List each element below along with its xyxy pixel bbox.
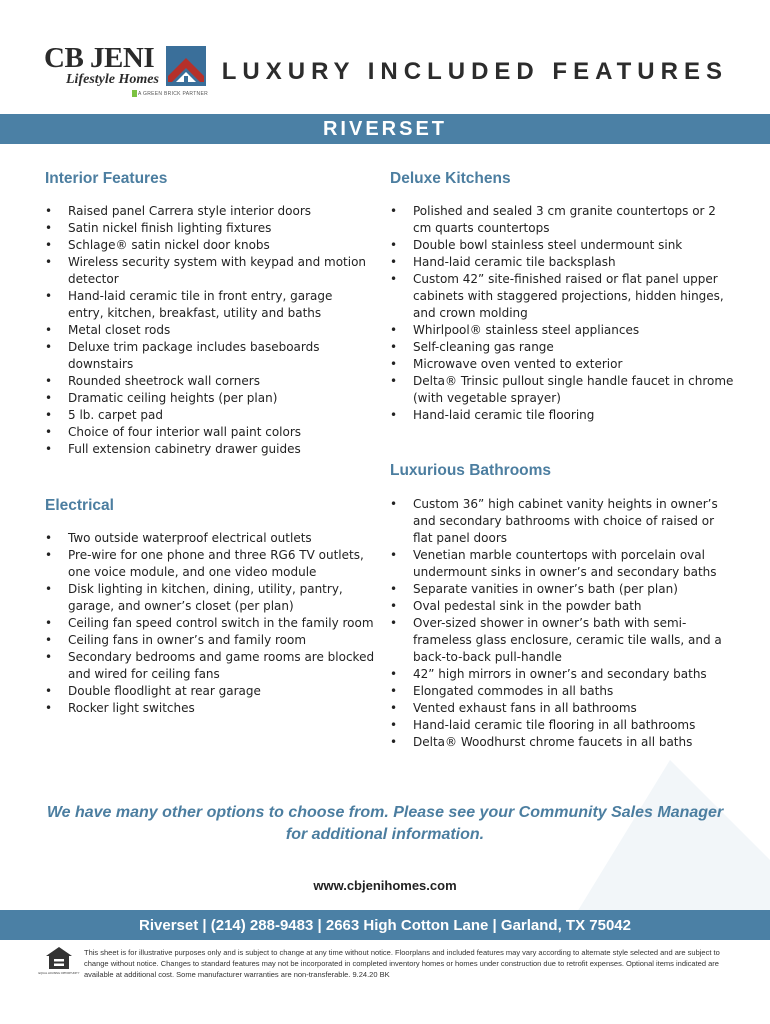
list-item: • Wireless security system with keypad and motion detector xyxy=(45,254,367,288)
options-tagline xyxy=(40,802,730,846)
list-item: • Choice of four interior wall paint colors xyxy=(45,424,367,441)
list-item: • Disk lighting in kitchen, dining, utility, pantry, garage, and owner’s closet (per plan) xyxy=(45,581,381,615)
list-item: • Ceiling fan speed control switch in the family room xyxy=(45,615,381,632)
luxurious-bathrooms-heading: Luxurious Bathrooms xyxy=(390,462,552,479)
page-title: LUXURY INCLUDED FEATURES xyxy=(221,58,728,85)
list-item: • Rounded sheetrock wall corners xyxy=(45,373,367,390)
logo-wordmark: CB JENI xyxy=(44,42,155,74)
list-item: • Delta® Woodhurst chrome faucets in all baths xyxy=(390,734,735,751)
list-item: • Delta® Trinsic pullout single handle faucet in chrome (with vegetable sprayer) xyxy=(390,373,735,407)
list-item: • Elongated commodes in all baths xyxy=(390,683,735,700)
list-item: • Raised panel Carrera style interior doors xyxy=(45,203,367,220)
list-item: • Whirlpool® stainless steel appliances xyxy=(390,322,735,339)
deluxe-kitchens-heading: Deluxe Kitchens xyxy=(390,170,511,187)
logo-tagline: A GREEN BRICK PARTNER xyxy=(138,91,209,97)
list-item: • Double floodlight at rear garage xyxy=(45,683,381,700)
interior-features-heading: Interior Features xyxy=(45,170,168,187)
community-banner: RIVERSET xyxy=(0,114,770,144)
tagline-line-2: for additional information. xyxy=(285,826,485,843)
list-item: • Ceiling fans in owner’s and family room xyxy=(45,632,381,649)
interior-features-list xyxy=(45,203,367,458)
bathrooms-list xyxy=(390,496,735,751)
list-item: • Venetian marble countertops with porcelain oval undermount sinks in owner’s and secondary baths xyxy=(390,547,735,581)
list-item: • 5 lb. carpet pad xyxy=(45,407,367,424)
kitchens-list xyxy=(390,203,735,424)
list-item: • Hand-laid ceramic tile flooring in all bathrooms xyxy=(390,717,735,734)
list-item: • Dramatic ceiling heights (per plan) xyxy=(45,390,367,407)
list-item: • Two outside waterproof electrical outlets xyxy=(45,530,381,547)
eho-label: EQUAL HOUSING OPPORTUNITY xyxy=(38,972,80,975)
list-item: • Double bowl stainless steel undermount sink xyxy=(390,237,735,254)
website-link[interactable]: www.cbjenihomes.com xyxy=(313,878,457,893)
list-item: • 42” high mirrors in owner’s and secondary baths xyxy=(390,666,735,683)
list-item: • Pre-wire for one phone and three RG6 TV outlets, one voice module, and one video module xyxy=(45,547,381,581)
list-item: • Hand-laid ceramic tile backsplash xyxy=(390,254,735,271)
list-item: • Custom 36” high cabinet vanity heights in owner’s and secondary bathrooms with choice of raised or flat panel doors xyxy=(390,496,735,547)
list-item: • Schlage® satin nickel door knobs xyxy=(45,237,367,254)
list-item: • Vented exhaust fans in all bathrooms xyxy=(390,700,735,717)
disclaimer-text: This sheet is for illustrative purposes only and is subject to change at any time without notice. Floorplans and included features may vary according to alternate style selected and are subject to change without notice. Changes to standard features may not be incorporated in completed inventory homes or homes under construction due to retrofit expenses. Optional items indicated are available at additional cost. Some manufacturer warranties are non-transferable. 9.24.20 BK xyxy=(84,948,720,979)
company-logo xyxy=(44,42,214,102)
contact-banner: Riverset | (214) 288-9483 | 2663 High Cotton Lane | Garland, TX 75042 xyxy=(0,910,770,940)
logo-green-mark xyxy=(132,90,137,97)
list-item: • Metal closet rods xyxy=(45,322,367,339)
list-item: • Microwave oven vented to exterior xyxy=(390,356,735,373)
house-logo-icon xyxy=(166,46,206,86)
list-item: • Hand-laid ceramic tile flooring xyxy=(390,407,735,424)
electrical-heading: Electrical xyxy=(45,497,114,514)
logo-subtitle: Lifestyle Homes xyxy=(66,72,159,87)
list-item: • Full extension cabinetry drawer guides xyxy=(45,441,367,458)
list-item: • Custom 42” site-finished raised or flat panel upper cabinets with staggered projections, hidden hinges, and crown molding xyxy=(390,271,735,322)
equal-housing-icon xyxy=(38,946,80,978)
tagline-line-1: We have many other options to choose from. Please see your Community Sales Manager xyxy=(46,804,724,821)
list-item: • Polished and sealed 3 cm granite countertops or 2 cm quarts countertops xyxy=(390,203,735,237)
list-item: • Hand-laid ceramic tile in front entry, garage entry, kitchen, breakfast, utility and baths xyxy=(45,288,367,322)
list-item: • Oval pedestal sink in the powder bath xyxy=(390,598,735,615)
electrical-list xyxy=(45,530,381,717)
list-item: • Over-sized shower in owner’s bath with semi-frameless glass enclosure, ceramic tile walls, and a back-to-back pull-handle xyxy=(390,615,735,666)
list-item: • Satin nickel finish lighting fixtures xyxy=(45,220,367,237)
list-item: • Secondary bedrooms and game rooms are blocked and wired for ceiling fans xyxy=(45,649,381,683)
list-item: • Deluxe trim package includes baseboards downstairs xyxy=(45,339,367,373)
list-item: • Self-cleaning gas range xyxy=(390,339,735,356)
list-item: • Separate vanities in owner’s bath (per plan) xyxy=(390,581,735,598)
list-item: • Rocker light switches xyxy=(45,700,381,717)
